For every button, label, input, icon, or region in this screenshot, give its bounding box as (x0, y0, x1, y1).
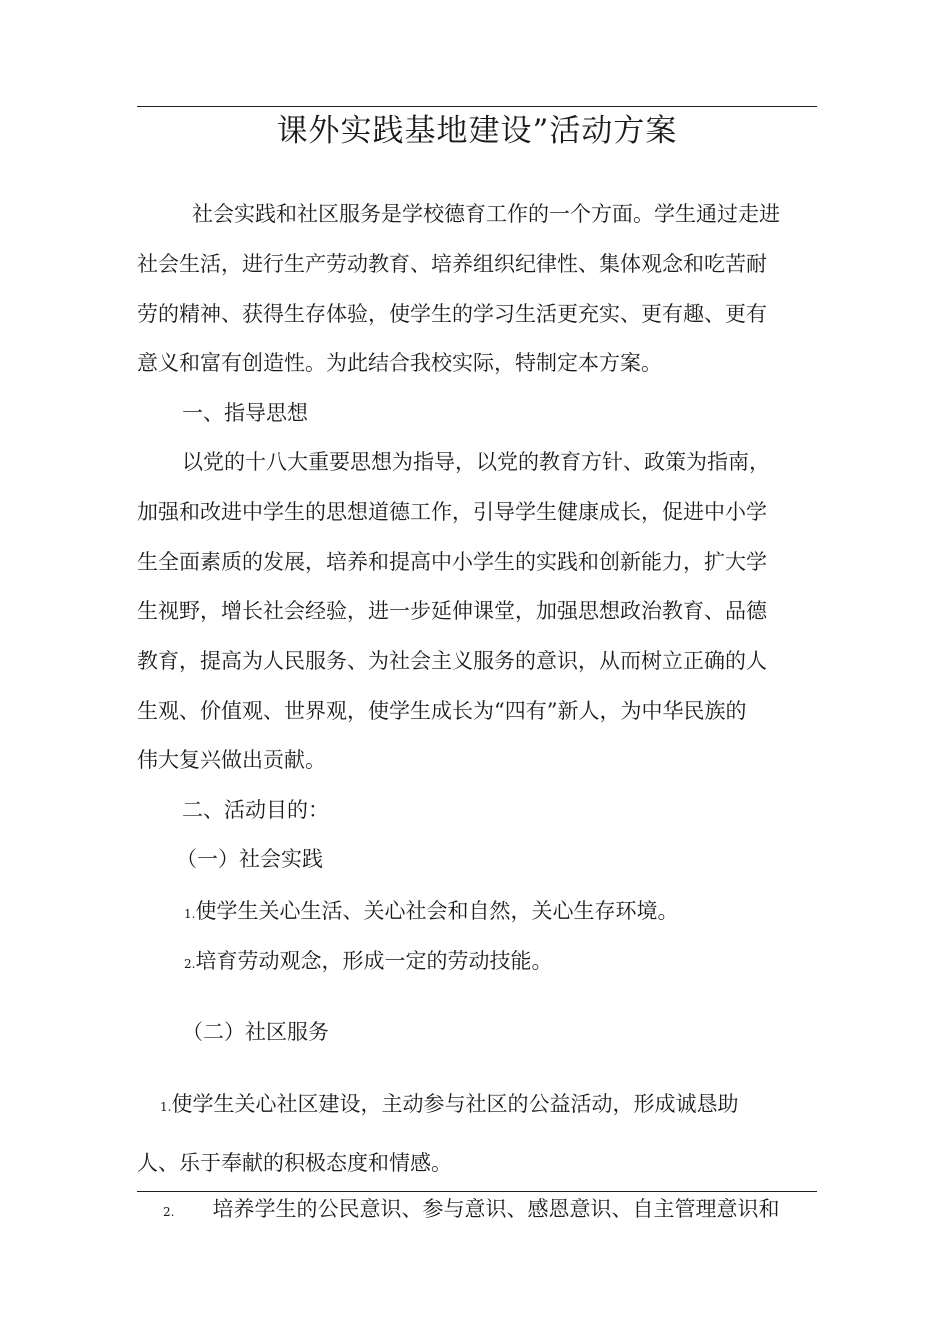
item-number: 2. (163, 1205, 175, 1219)
list-item-continuation: 人、乐于奉献的积极态度和情感。 (137, 1151, 452, 1175)
item-number: 1. (160, 1100, 172, 1114)
section1-line: 生全面素质的发展，培养和提高中小学生的实践和创新能力，扩大学 (137, 550, 767, 574)
intro-line: 社会生活，进行生产劳动教育、培养组织纪律性、集体观念和吃苦耐 (137, 252, 767, 276)
item-text: 培育劳动观念，形成一定的劳动技能。 (195, 949, 553, 973)
item-text: 使学生关心生活、关心社会和自然，关心生存环境。 (195, 899, 679, 923)
section1-line: 教育，提高为人民服务、为社会主义服务的意识，从而树立正确的人 (137, 649, 767, 673)
section1-line: 生视野，增长社会经验，进一步延伸课堂，加强思想政治教育、品德 (137, 599, 767, 623)
list-item (163, 1194, 779, 1227)
bottom-rule (137, 1191, 817, 1192)
top-rule (137, 106, 817, 107)
intro-line: 社会实践和社区服务是学校德育工作的一个方面。学生通过走进 (192, 202, 780, 226)
list-item (184, 946, 552, 979)
list-item (160, 1089, 738, 1122)
document-title: 课外实践基地建设”活动方案 (276, 113, 678, 149)
item-number: 2. (184, 957, 196, 971)
sub2-heading: （二）社区服务 (182, 1020, 329, 1044)
section1-line: 加强和改进中学生的思想道德工作，引导学生健康成长，促进中小学 (137, 500, 767, 524)
item-text: 培养学生的公民意识、参与意识、感恩意识、自主管理意识和 (212, 1197, 780, 1221)
intro-line: 意义和富有创造性。为此结合我校实际，特制定本方案。 (137, 351, 662, 375)
intro-line: 劳的精神、获得生存体验，使学生的学习生活更充实、更有趣、更有 (137, 302, 767, 326)
section1-line: 以党的十八大重要思想为指导，以党的教育方针、政策为指南， (182, 450, 770, 474)
section1-heading: 一、指导思想 (182, 401, 308, 425)
section2-heading: 二、活动目的： (182, 798, 329, 822)
sub1-heading: （一）社会实践 (176, 847, 323, 871)
list-item (184, 896, 678, 929)
section1-line: 生观、价值观、世界观，使学生成长为“四有”新人，为中华民族的 (137, 699, 747, 723)
item-number: 1. (184, 907, 196, 921)
item-text: 使学生关心社区建设，主动参与社区的公益活动，形成诚恳助 (171, 1092, 739, 1116)
section1-line: 伟大复兴做出贡献。 (137, 748, 326, 772)
